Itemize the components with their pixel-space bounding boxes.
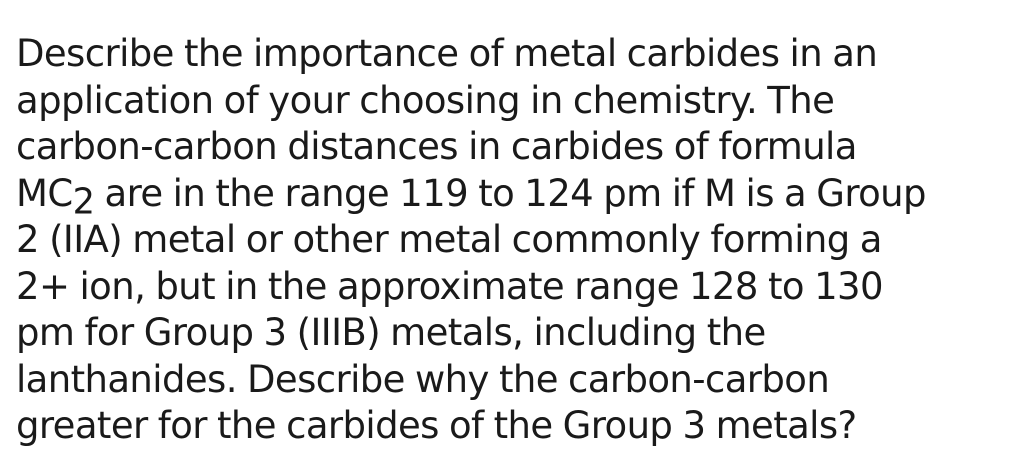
question-line: greater for the carbides of the Group 3 metals?: [16, 404, 857, 447]
formula-base: MC: [16, 171, 73, 215]
question-text: [16, 31, 1026, 450]
question-line: application of your choosing in chemistry. The: [16, 78, 835, 122]
question-line: carbon-carbon distances in carbides of formula: [16, 125, 857, 168]
question-line: 2 (IIA) metal or other metal commonly forming a: [16, 218, 882, 261]
formula-subscript: 2: [72, 181, 95, 223]
question-line: 2+ ion, but in the approximate range 128 to 130: [16, 264, 883, 308]
formula-line-rest: are in the range 119 to 124 pm if M is a Group: [94, 171, 926, 215]
question-line-formula: [16, 171, 1026, 223]
question-line: pm for Group 3 (IIIB) metals, including the: [16, 311, 766, 354]
question-line: Describe the importance of metal carbides in an: [16, 32, 878, 75]
question-line: lanthanides. Describe why the carbon-carbon: [16, 357, 830, 401]
